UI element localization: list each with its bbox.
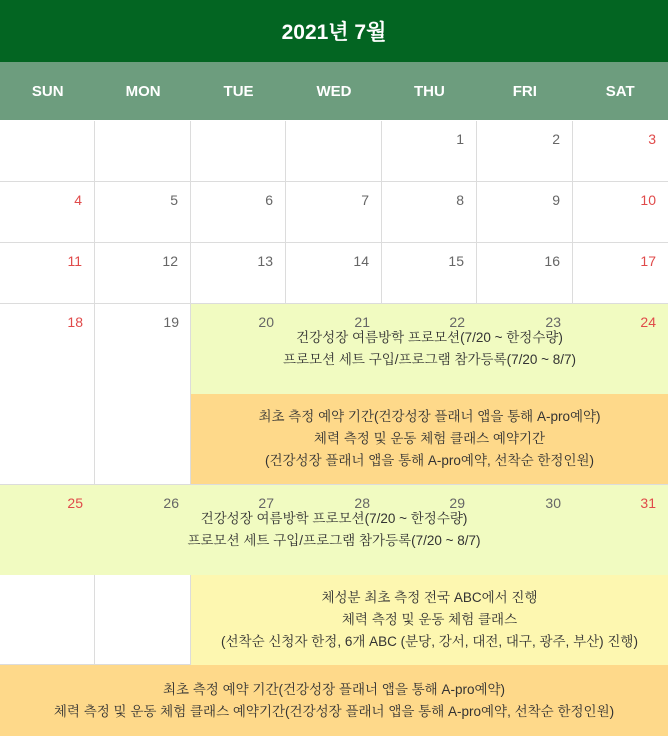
day-number: 12 (162, 253, 178, 269)
day-number: 10 (640, 192, 656, 208)
calendar-day-cell (95, 182, 191, 243)
dow-mon: MON (125, 82, 161, 100)
event-booking-week4 (191, 394, 668, 484)
day-number: 26 (163, 495, 179, 511)
calendar-day-cell (191, 121, 286, 182)
dow-wed: WED (316, 82, 352, 100)
calendar-day-cell (191, 182, 286, 243)
day-number: 19 (163, 314, 179, 330)
event-line: 건강성장 여름방학 프로모션(7/20 ~ 한정수량) (296, 330, 563, 345)
dow-tue: TUE (223, 82, 254, 100)
calendar-day-cell (382, 182, 477, 243)
day-number: 13 (257, 253, 273, 269)
day-number: 24 (640, 314, 656, 330)
calendar-day-cell (95, 121, 191, 182)
calendar-day-cell (573, 243, 668, 304)
calendar-day-cell (0, 243, 95, 304)
calendar-day-cell (573, 121, 668, 182)
day-of-week-header (0, 62, 668, 120)
calendar-day-cell (0, 304, 95, 485)
day-number: 8 (456, 192, 464, 208)
calendar-day-cell (573, 182, 668, 243)
event-line: 체력 측정 및 운동 체험 클래스 (341, 612, 518, 627)
day-number: 7 (361, 192, 369, 208)
dow-sat: SAT (605, 82, 635, 100)
month-title: 2021년 7월 (281, 21, 387, 44)
day-number: 1 (456, 131, 464, 147)
day-number: 31 (640, 495, 656, 511)
calendar-day-cell (95, 304, 191, 485)
calendar-day-cell (382, 243, 477, 304)
event-line: (건강성장 플래너 앱을 통해 A-pro예약, 선착순 한정인원) (264, 453, 595, 468)
calendar-day-cell (286, 243, 382, 304)
calendar-day-cell (191, 243, 286, 304)
day-number: 22 (449, 314, 465, 330)
dow-sun: SUN (31, 82, 64, 100)
calendar-day-cell (95, 243, 191, 304)
day-number: 11 (67, 253, 82, 269)
event-line: 프로모션 세트 구입/프로그램 참가등록(7/20 ~ 8/7) (282, 352, 577, 367)
day-number: 28 (354, 495, 370, 511)
calendar-day-cell (286, 182, 382, 243)
day-number: 6 (265, 192, 273, 208)
calendar-day-cell (477, 243, 573, 304)
day-number: 23 (545, 314, 561, 330)
calendar-day-cell (477, 182, 573, 243)
day-number: 15 (448, 253, 464, 269)
day-number: 21 (354, 314, 370, 330)
event-line: 체력 측정 및 운동 체험 클래스 예약기간 (313, 431, 546, 446)
event-line: 건강성장 여름방학 프로모션(7/20 ~ 한정수량) (200, 511, 468, 526)
day-number: 25 (67, 495, 83, 511)
event-abc-week5 (191, 575, 668, 665)
calendar-day-cell (382, 121, 477, 182)
day-number: 9 (552, 192, 560, 208)
dow-fri: FRI (512, 82, 537, 100)
event-promo-week4 (191, 304, 668, 394)
calendar-day-cell (286, 121, 382, 182)
day-number: 17 (640, 253, 656, 269)
day-number: 29 (449, 495, 465, 511)
dow-thu: THU (413, 82, 445, 100)
day-number: 4 (74, 192, 82, 208)
day-number: 2 (552, 131, 560, 147)
event-line: 최초 측정 예약 기간(건강성장 플래너 앱을 통해 A-pro예약) (162, 681, 506, 697)
event-line: 체력 측정 및 운동 체험 클래스 예약기간(건강성장 플래너 앱을 통해 A-pro예약, 선착순 한정인원) (53, 703, 615, 719)
calendar-day-cell (0, 121, 95, 182)
event-booking-bottom (0, 665, 668, 736)
day-number: 20 (258, 314, 274, 330)
event-line: (선착순 신청자 한정, 6개 ABC (분당, 강서, 대전, 대구, 광주, 부산) 진행) (221, 634, 638, 649)
day-number: 16 (544, 253, 560, 269)
event-promo-week5 (0, 485, 668, 575)
event-line: 최초 측정 예약 기간(건강성장 플래너 앱을 통해 A-pro예약) (258, 409, 601, 424)
day-number: 3 (648, 131, 656, 147)
calendar-day-cell (477, 121, 573, 182)
calendar-day-cell (0, 182, 95, 243)
day-number: 5 (170, 192, 178, 208)
event-line: 체성분 최초 측정 전국 ABC에서 진행 (321, 590, 538, 605)
day-number: 27 (258, 495, 274, 511)
month-title-bar (0, 0, 668, 62)
day-number: 30 (545, 495, 561, 511)
day-number: 18 (67, 314, 83, 330)
day-number: 14 (353, 253, 369, 269)
event-line: 프로모션 세트 구입/프로그램 참가등록(7/20 ~ 8/7) (187, 533, 481, 548)
